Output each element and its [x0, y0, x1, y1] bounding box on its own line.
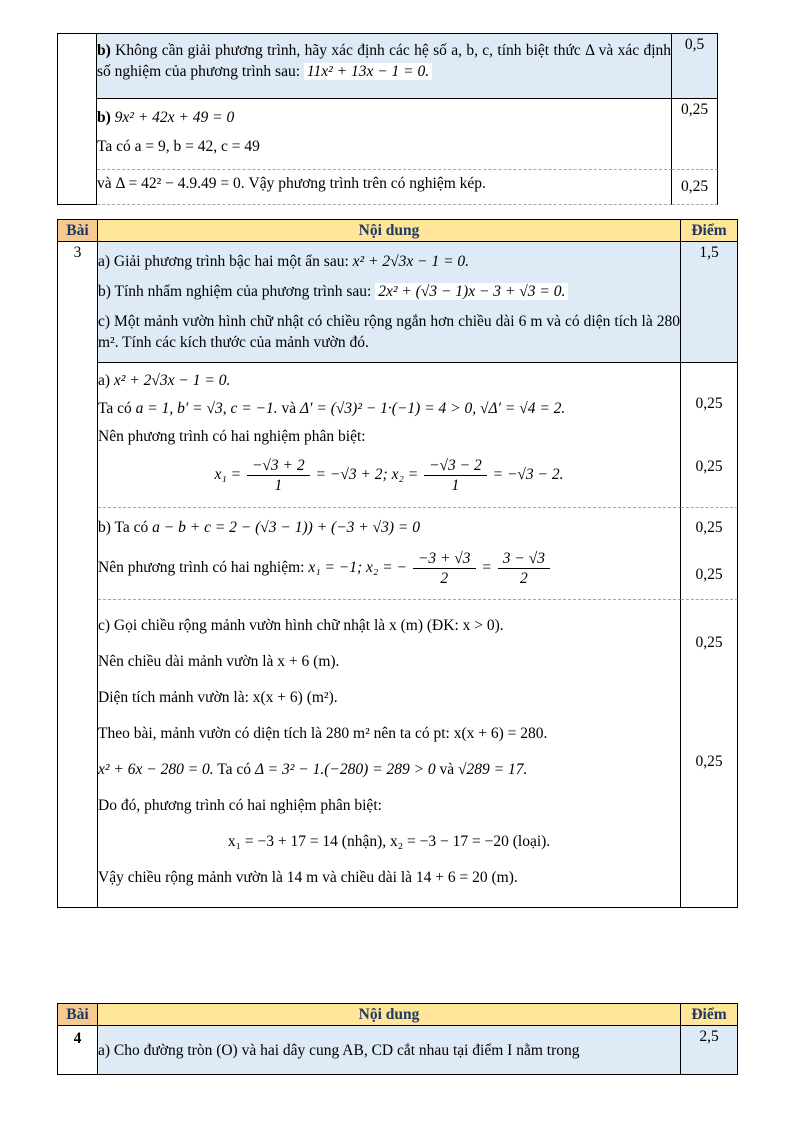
fraction-numerator: −√3 + 2 — [247, 456, 310, 476]
equation: 9x² + 42x + 49 = 0 — [114, 109, 235, 126]
solution-formula-line — [98, 547, 680, 590]
scoring-table-bai3 — [57, 219, 738, 908]
scoring-table-fragment — [57, 33, 718, 205]
equation: Δ′ = (√3)² − 1·(−1) = 4 > 0, √Δ′ = √4 = 2. — [300, 400, 566, 417]
equation: x² + 2√3x − 1 = 0. — [352, 253, 470, 270]
header-bai: Bài — [57, 219, 98, 242]
answer-cell — [98, 362, 681, 507]
score-value: 0,25 — [680, 178, 709, 195]
question-body: Không cần giải phương trình, hãy xác định các hệ số a, b, c, tính biệt thức Δ và xác định số nghiệm của phương trình sau: — [97, 42, 672, 80]
score-value: 0,25 — [695, 395, 723, 412]
question-line-c: c) Một mảnh vườn hình chữ nhật có chiều rộng ngắn hơn chiều dài 6 m và có diện tích là 280 m². Tính các kích thước của mảnh vườn đó. — [98, 313, 680, 351]
score-cell: 2,5 — [681, 1026, 738, 1075]
table-row-solution-a — [57, 362, 738, 507]
answer-line: Vậy chiều rộng mảnh vườn là 14 m và chiều dài là 14 + 6 = 20 (m). — [98, 869, 518, 886]
answer-line: Do đó, phương trình có hai nghiệm phân biệt: — [98, 797, 382, 814]
solution-formula-line — [98, 454, 680, 497]
score-cell: 0,25 — [672, 98, 718, 169]
fraction-denominator: 1 — [451, 477, 460, 494]
bai-number-cell: 4 — [57, 1026, 98, 1075]
answer-text: b) Ta có — [98, 519, 149, 536]
equation: √289 = 17. — [458, 761, 528, 778]
bai-number-cell-empty — [57, 33, 97, 205]
answer-cell — [97, 169, 672, 205]
score-value: 0,25 — [695, 753, 723, 770]
question-text: a) Giải phương trình bậc hai một ẩn sau: — [98, 253, 349, 270]
equation: x² + 6x − 280 = 0. — [98, 761, 214, 778]
question-text: b) Tính nhẩm nghiệm của phương trình sau: — [98, 283, 372, 300]
answer-line — [97, 173, 671, 194]
equation: a − b + c = 2 − (√3 − 1)) + (−3 + √3) = 0 — [152, 519, 420, 536]
equation: 11x² + 13x − 1 = 0. — [304, 63, 432, 80]
fraction-denominator: 1 — [274, 477, 283, 494]
header-noidung: Nội dung — [98, 219, 681, 242]
equation: a = 1, b′ = √3, c = −1. — [135, 400, 278, 417]
score-cell: 1,5 — [681, 242, 738, 362]
equation: Δ = 3² − 1.(−280) = 289 > 0 — [254, 761, 436, 778]
solution-formula-line: x₁ = −3 + 17 = 14 (nhận), x₂ = −3 − 17 = −20 (loại). — [227, 833, 551, 850]
score-value: 0,25 — [695, 458, 723, 475]
answer-line — [98, 370, 680, 391]
equation: x² + 2√3x − 1 = 0. — [113, 372, 231, 389]
formula-part: x₁ = — [214, 466, 242, 484]
header-noidung: Nội dung — [98, 1003, 681, 1026]
question-cell — [97, 33, 672, 98]
answer-cell — [98, 599, 681, 908]
question-prefix: b) — [97, 42, 111, 59]
table-row — [57, 33, 718, 98]
formula-part: = −√3 + 2; x₂ = — [315, 466, 419, 484]
fraction — [424, 456, 487, 495]
answer-prefix: a) — [98, 372, 111, 389]
answer-line: Theo bài, mảnh vườn có diện tích là 280 m² nên ta có pt: x(x + 6) = 280. — [98, 725, 548, 742]
answer-text: Ta có — [217, 761, 252, 778]
answer-line — [97, 107, 671, 128]
formula-part: = −√3 − 2. — [492, 466, 564, 484]
answer-text: Vậy phương trình trên có nghiệm kép. — [248, 175, 486, 192]
equation: 2x² + (√3 − 1)x − 3 + √3 = 0. — [375, 283, 568, 300]
table-row — [57, 169, 718, 205]
answer-line: Nên chiều dài mảnh vườn là x + 6 (m). — [98, 653, 340, 670]
fraction-numerator: 3 − √3 — [498, 549, 550, 569]
fraction — [247, 456, 310, 495]
answer-line: Nên phương trình có hai nghiệm phân biệt: — [98, 428, 366, 445]
fraction — [413, 549, 476, 588]
score-value: 0,25 — [695, 566, 723, 583]
answer-text: và — [281, 400, 297, 417]
table-row-solution-c — [57, 599, 738, 908]
score-cell: 0,5 — [672, 33, 718, 98]
header-bai: Bài — [57, 1003, 98, 1026]
question-cell — [98, 242, 681, 362]
question-line-b — [98, 281, 680, 302]
fraction-denominator: 2 — [520, 570, 528, 587]
score-cell — [681, 599, 738, 908]
score-value: 0,25 — [695, 519, 723, 536]
score-cell — [681, 507, 738, 599]
fraction-numerator: −3 + √3 — [413, 549, 476, 569]
score-cell — [681, 362, 738, 507]
answer-text: Ta có — [98, 400, 132, 417]
answer-text: và — [97, 175, 112, 192]
formula-part: = — [481, 559, 492, 577]
answer-line: Diện tích mảnh vườn là: x(x + 6) (m²). — [98, 689, 338, 706]
fraction — [498, 549, 550, 588]
header-diem: Điểm — [681, 219, 738, 242]
bai-number-cell: 3 — [57, 242, 98, 908]
question-line-a — [98, 251, 680, 272]
question-cell — [98, 1026, 681, 1075]
formula-part: x₁ = −1; x₂ = − — [308, 559, 407, 577]
scoring-table-bai4 — [57, 1003, 738, 1075]
score-value: 0,25 — [695, 634, 723, 651]
question-text — [97, 40, 671, 82]
answer-line — [98, 517, 680, 538]
answer-line: c) Gọi chiều rộng mảnh vườn hình chữ nhật là x (m) (ĐK: x > 0). — [98, 617, 504, 634]
table-row — [57, 98, 718, 169]
question-text: a) Cho đường tròn (O) và hai dây cung AB, CD cắt nhau tại điểm I nằm trong — [98, 1041, 580, 1059]
fraction-denominator: 2 — [440, 570, 449, 587]
fraction-numerator: −√3 − 2 — [424, 456, 487, 476]
answer-cell — [97, 98, 672, 169]
table-header-row — [57, 219, 738, 242]
answer-prefix: b) — [97, 109, 111, 126]
answer-line — [98, 759, 680, 780]
header-diem: Điểm — [681, 1003, 738, 1026]
table-row-question — [57, 1026, 738, 1075]
answer-line — [98, 398, 680, 419]
answer-text: và — [439, 761, 455, 778]
equation: Δ = 42² − 4.9.49 = 0. — [115, 175, 245, 192]
table-row-solution-b — [57, 507, 738, 599]
answer-cell — [98, 507, 681, 599]
answer-text: Nên phương trình có hai nghiệm: — [98, 559, 305, 577]
answer-line: Ta có a = 9, b = 42, c = 49 — [97, 138, 260, 155]
score-cell — [672, 169, 718, 205]
table-header-row — [57, 1003, 738, 1026]
table-row-question — [57, 242, 738, 362]
